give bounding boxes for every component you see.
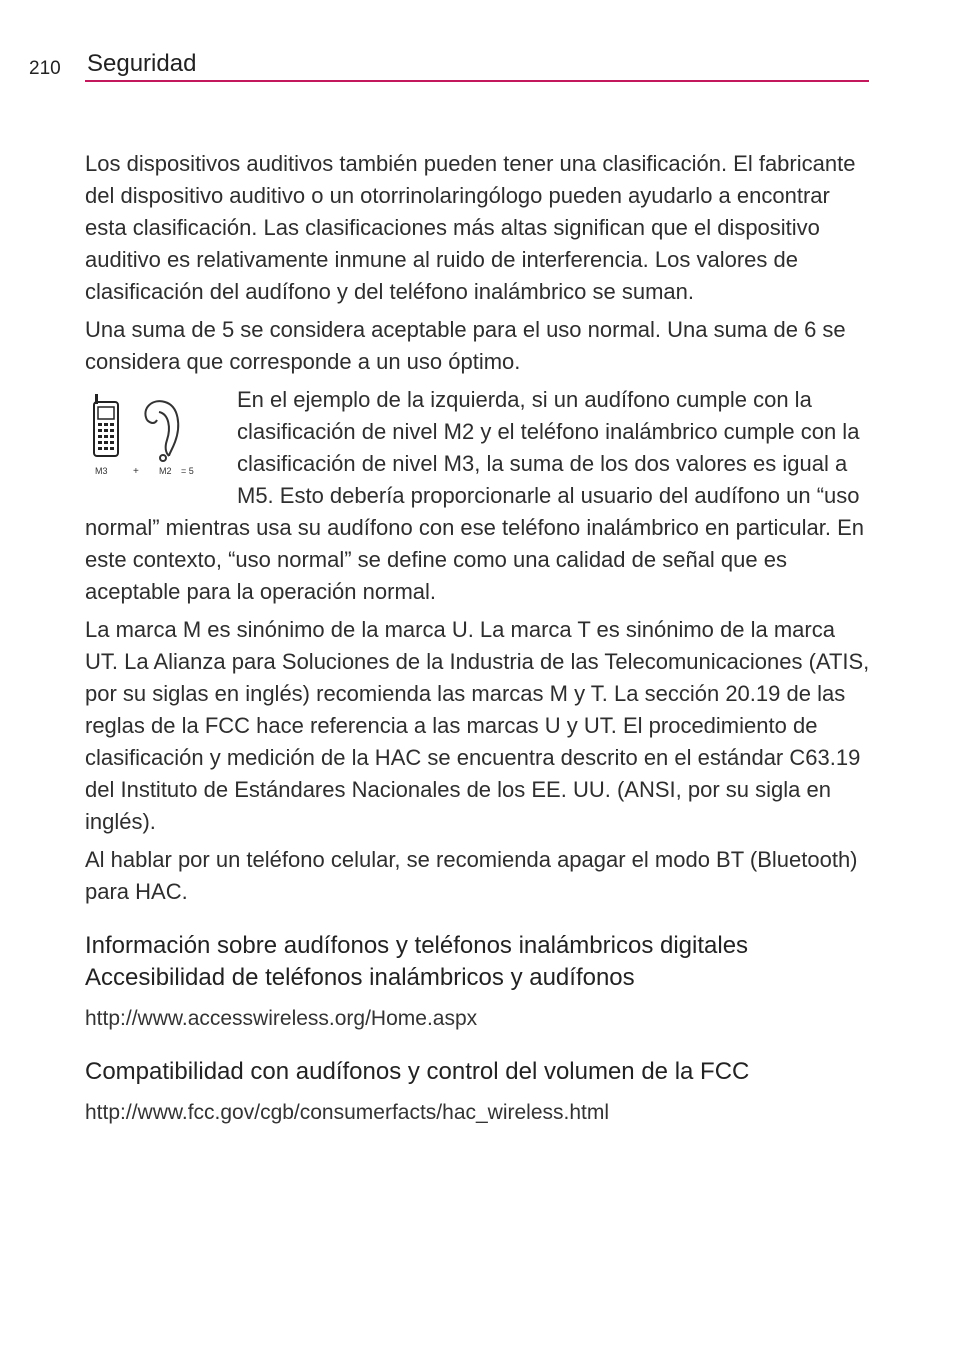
heading-fcc-compatibility: Compatibilidad con audífonos y control del volumen de la FCC [85,1058,750,1085]
phone-rating-label: M3 [95,466,108,476]
page-header [0,0,954,90]
paragraph-rating-sum: Una suma de 5 se considera aceptable para el uso normal. Una suma de 6 se considera que corresponde a un uso óptimo. [85,317,846,374]
paragraph-marks: La marca M es sinónimo de la marca U. La marca T es sinónimo de la marca UT. La Alianza para Soluciones de la Industria de las Telecomunicaciones (ATIS, por su siglas en inglés) recomienda las marcas M y T. La sección 20.19 de las reglas de la FCC hace referencia a las marcas U y UT. El procedimiento de clasificación y medición de la HAC se encuentra descrito en el estándar C63.19 del Instituto de Estándares Nacionales de los EE. UU. (ANSI, por su sigla en inglés). [85,617,870,834]
phone-icon [94,394,118,456]
page-content [85,148,871,1138]
hearing-aid-rating-label: M2 [159,466,172,476]
hac-illustration [89,390,215,486]
paragraph-example: En el ejemplo de la izquierda, si un audífono cumple con la clasificación de nivel M2 y el teléfono inalámbrico cumple con la clasificación de nivel M3, la suma de los dos valores es igual a M5. Esto debería proporcionarle al usuario del audífono un “uso normal” mientras usa su audífono con ese teléfono inalámbrico en particular. En este contexto, “uso normal” se define como una calidad de señal que es aceptable para la operación normal. [85,387,864,604]
header-rule [85,80,869,82]
link-accesswireless[interactable]: http://www.accesswireless.org/Home.aspx [85,1007,478,1030]
sum-label: = 5 [181,466,194,476]
hearing-aid-icon [145,401,178,461]
link-fcc[interactable]: http://www.fcc.gov/cgb/consumerfacts/hac_wireless.html [85,1101,610,1124]
paragraph-hearing-aid-rating: Los dispositivos auditivos también pueden tener una clasificación. El fabricante del dispositivo auditivo o un otorrinolaringólogo pueden ayudarlo a encontrar esta clasificación. Las clasificaciones más altas significan que el dispositivo auditivo es relativamente inmune al ruido de interferencia. Los valores de clasificación del audífono y del teléfono inalámbrico se suman. [85,151,856,304]
page-number: 210 [29,58,61,79]
paragraph-bluetooth: Al hablar por un teléfono celular, se recomienda apagar el modo BT (Bluetooth) para HAC. [85,847,858,904]
section-title: Seguridad [87,50,197,77]
heading-accessibility-info: Información sobre audífonos y teléfonos inalámbricos digitales Accesibilidad de teléfonos inalámbricos y audífonos [85,932,749,991]
hac-rating-figure [89,390,215,486]
example-block [85,384,871,614]
plus-sign: + [133,466,139,477]
